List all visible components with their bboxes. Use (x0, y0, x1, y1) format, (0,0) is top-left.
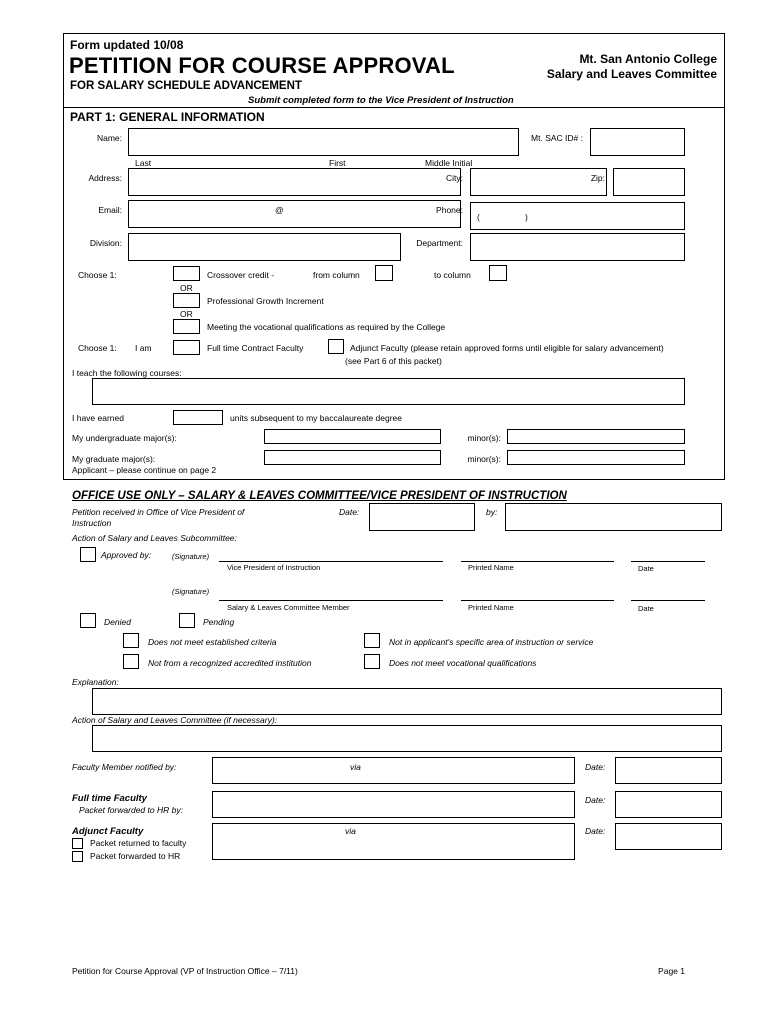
received-by-label: by: (486, 507, 498, 517)
office-use-heading: OFFICE USE ONLY – SALARY & LEAVES COMMITTEE/VICE PRESIDENT OF INSTRUCTION (72, 490, 567, 502)
approved-by-label: Approved by: (101, 550, 152, 560)
email-input[interactable] (128, 200, 461, 228)
packet-returned-checkbox[interactable] (72, 838, 83, 849)
division-label: Division: (89, 238, 122, 248)
department-input[interactable] (470, 233, 685, 261)
reason-area-checkbox[interactable] (364, 633, 380, 648)
signature-caption-2: (Signature) (172, 587, 210, 596)
page-subtitle: FOR SALARY SCHEDULE ADVANCEMENT (70, 80, 302, 92)
to-column-label: to column (434, 270, 471, 280)
zip-input[interactable] (613, 168, 685, 196)
vp-printed-name-line[interactable] (461, 561, 614, 562)
zip-label: Zip: (590, 173, 605, 183)
vp-date-line[interactable] (631, 561, 705, 562)
units-earned-input[interactable] (173, 410, 223, 425)
page-number: Page 1 (658, 966, 685, 976)
vp-signature-line[interactable] (219, 561, 443, 562)
grad-major-label: My graduate major(s): (72, 454, 156, 464)
phone-label: Phone: (436, 205, 463, 215)
member-printed-name-line[interactable] (461, 600, 614, 601)
units-label: units subsequent to my baccalaureate degree (230, 413, 403, 423)
phone-paren-open: ( (477, 212, 480, 222)
received-by-input[interactable] (505, 503, 722, 531)
notified-date-input[interactable] (615, 757, 722, 784)
date-caption-1: Date (638, 564, 654, 573)
notified-by-input[interactable] (212, 757, 575, 784)
email-label: Email: (98, 205, 122, 215)
printed-name-caption-1: Printed Name (468, 563, 514, 572)
reason-area-label: Not in applicant's specific area of instruction or service (389, 637, 594, 647)
adjunct-faculty-label: Adjunct Faculty (please retain approved forms until eligible for salary advancement) (350, 343, 664, 353)
form-updated-label: Form updated 10/08 (70, 38, 184, 52)
received-date-label: Date: (339, 507, 360, 517)
to-column-input[interactable] (489, 265, 507, 281)
city-label: City: (446, 173, 463, 183)
division-input[interactable] (128, 233, 401, 261)
member-date-line[interactable] (631, 600, 705, 601)
professional-growth-checkbox[interactable] (173, 293, 200, 308)
last-name-caption: Last (135, 158, 152, 168)
explanation-input[interactable] (92, 688, 722, 715)
fulltime-hr-input[interactable] (212, 791, 575, 818)
fulltime-faculty-checkbox[interactable] (173, 340, 200, 355)
or-separator-2: OR (180, 309, 193, 319)
phone-input[interactable] (470, 202, 685, 230)
from-column-input[interactable] (375, 265, 393, 281)
packet-returned-label: Packet returned to faculty (90, 838, 187, 848)
grad-minor-label: minor(s): (467, 454, 501, 464)
footer-left: Petition for Course Approval (VP of Instruction Office – 7/11) (72, 966, 298, 976)
adjunct-faculty-checkbox[interactable] (328, 339, 344, 354)
name-label: Name: (96, 133, 122, 143)
adjunct-via-input[interactable] (212, 823, 575, 860)
college-name: Mt. San Antonio College (579, 52, 717, 66)
reason-accredited-checkbox[interactable] (123, 654, 139, 669)
fulltime-faculty-heading: Full time Faculty (72, 793, 147, 804)
adjunct-date-input[interactable] (615, 823, 722, 850)
or-separator-1: OR (180, 283, 193, 293)
see-part6-note: (see Part 6 of this packet) (345, 356, 442, 366)
fulltime-faculty-label: Full time Contract Faculty (207, 343, 304, 353)
date-caption-2: Date (638, 604, 654, 613)
crossover-credit-label: Crossover credit - (207, 270, 275, 280)
reason-accredited-label: Not from a recognized accredited institution (148, 658, 312, 668)
packet-hr-label: Packet forwarded to HR by: (79, 805, 183, 815)
member-caption: Salary & Leaves Committee Member (227, 603, 350, 612)
header-divider (63, 107, 725, 108)
i-am-label: I am (135, 343, 152, 353)
sacid-input[interactable] (590, 128, 685, 156)
member-signature-line[interactable] (219, 600, 443, 601)
notified-via-label: via (350, 762, 361, 772)
sacid-label: Mt. SAC ID# : (531, 133, 583, 143)
denied-label: Denied (104, 617, 131, 627)
undergrad-major-input[interactable] (264, 429, 441, 444)
adjunct-faculty-heading: Adjunct Faculty (72, 826, 144, 837)
reason-criteria-checkbox[interactable] (123, 633, 139, 648)
pending-checkbox[interactable] (179, 613, 195, 628)
first-name-caption: First (329, 158, 346, 168)
grad-minor-input[interactable] (507, 450, 685, 465)
packet-forwarded-checkbox[interactable] (72, 851, 83, 862)
vocational-qualifications-label: Meeting the vocational qualifications as required by the College (207, 322, 446, 332)
undergrad-minor-input[interactable] (507, 429, 685, 444)
adjunct-via-label: via (345, 826, 356, 836)
pending-label: Pending (203, 617, 235, 627)
address-input[interactable] (128, 168, 461, 196)
vp-caption: Vice President of Instruction (227, 563, 321, 572)
page-title: PETITION FOR COURSE APPROVAL (69, 53, 455, 78)
fulltime-date-input[interactable] (615, 791, 722, 818)
undergrad-minor-label: minor(s): (467, 433, 501, 443)
fulltime-date-label: Date: (585, 795, 606, 805)
name-input[interactable] (128, 128, 519, 156)
department-label: Department: (416, 238, 463, 248)
notified-date-label: Date: (585, 762, 606, 772)
received-label-line2: Instruction (72, 518, 112, 528)
continue-note: Applicant – please continue on page 2 (72, 465, 217, 475)
city-input[interactable] (470, 168, 607, 196)
address-label: Address: (88, 173, 122, 183)
middle-initial-caption: Middle Initial (425, 158, 473, 168)
received-date-input[interactable] (369, 503, 475, 531)
part1-heading: PART 1: GENERAL INFORMATION (70, 110, 265, 124)
packet-forwarded-label: Packet forwarded to HR (90, 851, 181, 861)
notified-label: Faculty Member notified by: (72, 762, 177, 772)
courses-input[interactable] (92, 378, 685, 405)
approved-checkbox[interactable] (80, 547, 96, 562)
submit-note: Submit completed form to the Vice President of Instruction (248, 95, 514, 106)
committee-name: Salary and Leaves Committee (546, 67, 717, 81)
phone-paren-close: ) (525, 212, 528, 222)
adjunct-date-label: Date: (585, 826, 606, 836)
earned-label: I have earned (72, 413, 124, 423)
crossover-credit-checkbox[interactable] (173, 266, 200, 281)
undergrad-major-label: My undergraduate major(s): (72, 433, 177, 443)
professional-growth-label: Professional Growth Increment (207, 296, 324, 306)
from-column-label: from column (313, 270, 360, 280)
reason-vocational-label: Does not meet vocational qualifications (389, 658, 537, 668)
committee-action-label: Action of Salary and Leaves Committee (if necessary): (72, 715, 278, 725)
signature-caption-1: (Signature) (172, 552, 210, 561)
subcommittee-action-label: Action of Salary and Leaves Subcommittee: (72, 533, 237, 543)
choose-one-label: Choose 1: (78, 270, 117, 280)
grad-major-input[interactable] (264, 450, 441, 465)
printed-name-caption-2: Printed Name (468, 603, 514, 612)
vocational-qualifications-checkbox[interactable] (173, 319, 200, 334)
choose-one-status-label: Choose 1: (78, 343, 117, 353)
explanation-label: Explanation: (72, 677, 119, 687)
received-label-line1: Petition received in Office of Vice President of (72, 507, 245, 517)
teach-courses-label: I teach the following courses: (72, 368, 182, 378)
reason-vocational-checkbox[interactable] (364, 654, 380, 669)
committee-action-input[interactable] (92, 725, 722, 752)
reason-criteria-label: Does not meet established criteria (148, 637, 277, 647)
denied-checkbox[interactable] (80, 613, 96, 628)
email-at-sign: @ (275, 205, 284, 215)
